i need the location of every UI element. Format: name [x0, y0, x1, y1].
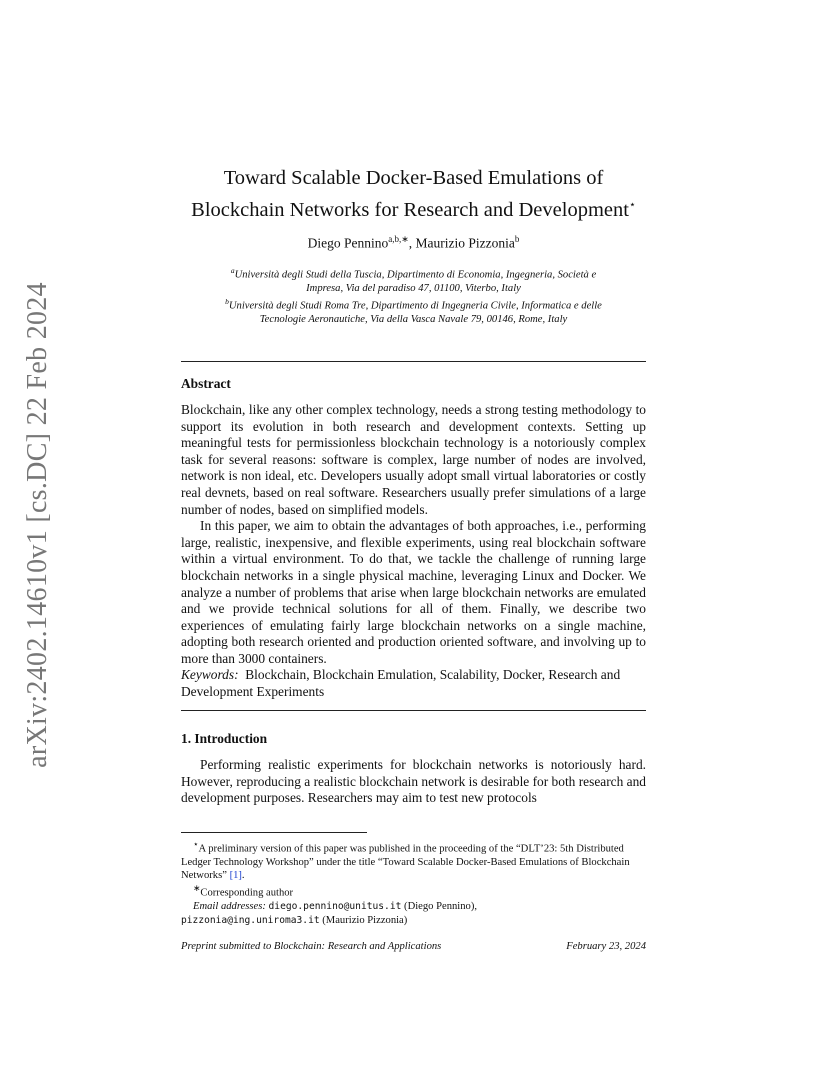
footnote-mark: ∗	[193, 883, 201, 894]
author-separator: ,	[408, 235, 416, 251]
abstract-bottom-rule	[181, 710, 646, 711]
email-line	[181, 900, 646, 913]
keywords-text: Blockchain, Blockchain Emulation, Scalability, Docker, Research and Development Experiments	[181, 667, 621, 699]
abstract-paragraph: In this paper, we aim to obtain the advantages of both approaches, i.e., performing large, realistic, inexpensive, and flexible experiments, using real blockchain software within a virtual environment. To do that, we tackle the challenge of running large blockchain networks in a single physical machine, leveraging Linux and Docker. We analyze a number of problems that arise when large blockchain networks are emulated and we provide technical solutions for all of them. Finally, we describe two experiences of emulating fairly large blockchain networks on a single machine, adopting both research oriented and production oriented software, and involving up to more than 3000 containers.	[181, 518, 646, 666]
author-name: Diego Pennino	[307, 235, 389, 251]
affil-text: Università degli Studi della Tuscia, Dipartimento di Economia, Ingegneria, Società e	[234, 269, 597, 281]
author-affil-mark: a,b,∗	[388, 234, 409, 244]
footnote-mark: ⋆	[193, 839, 199, 849]
footnotes	[181, 838, 646, 927]
email-address[interactable]: pizzonia@ing.uniroma3.it	[181, 914, 320, 926]
introduction-heading: 1. Introduction	[181, 731, 268, 746]
affil-mark: a	[230, 266, 235, 275]
preprint-venue: Preprint submitted to Blockchain: Research and Applications	[181, 941, 442, 952]
keywords-label: Keywords:	[181, 667, 239, 682]
author-affil-mark: b	[514, 234, 520, 244]
affiliation-a	[181, 264, 646, 282]
footnote-1-end: .	[241, 870, 245, 882]
footnote-1-text: A preliminary version of this paper was published in the proceeding of the “DLT’23: 5th Distributed Ledger Technology Workshop” under the title “Toward Scalable Docker-Based Emulations of Blockchain Networks”	[181, 843, 630, 882]
arxiv-stamp	[18, 282, 58, 768]
abstract-top-rule	[181, 361, 646, 362]
email-owner: (Diego Pennino),	[401, 901, 478, 913]
footnote-2-text: Corresponding author	[200, 887, 294, 899]
email-owner: (Maurizio Pizzonia)	[319, 914, 408, 926]
title-footnote-mark: ⋆	[628, 199, 636, 211]
affiliation-a-cont: Impresa, Via del paradiso 47, 01100, Viterbo, Italy	[306, 282, 521, 294]
footnote-2	[181, 882, 646, 900]
footnote-rule	[181, 832, 367, 833]
title-line-2-text: Blockchain Networks for Research and Development	[191, 198, 629, 221]
paper-title	[151, 165, 676, 224]
title-line-1: Toward Scalable Docker-Based Emulations of	[223, 167, 604, 189]
citation-link[interactable]: [1]	[229, 870, 242, 882]
affiliations	[181, 264, 646, 327]
affil-mark: b	[225, 297, 229, 307]
title-line-2	[151, 192, 676, 224]
abstract-heading: Abstract	[181, 376, 231, 391]
introduction-paragraph: Performing realistic experiments for blockchain networks is notoriously hard. However, reproducing a realistic blockchain network is desirable for both research and development purposes. Researchers may aim to test new protocols	[181, 757, 646, 806]
abstract-paragraph: Blockchain, like any other complex technology, needs a strong testing methodology to support its evolution in both research and development contexts. Setting up meaningful tests for permissionless blockchain technology is a notoriously complex task for several reasons: software is complex, large number of nodes are involved, network is non ideal, etc. Developers usually adopt small virtual laboratories or costly real devnets, based on real software. Researchers usually prefer simulations of a large number of nodes, based on simplified models.	[181, 402, 646, 517]
preprint-date: February 23, 2024	[566, 941, 646, 952]
author-name: Maurizio Pizzonia	[415, 235, 515, 251]
email-line-2	[181, 914, 646, 927]
author-list	[181, 234, 646, 252]
affil-text: Università degli Studi Roma Tre, Dipartimento di Ingegneria Civile, Informatica e delle	[228, 300, 602, 312]
email-address[interactable]: diego.pennino@unitus.it	[268, 901, 402, 913]
email-label: Email addresses:	[193, 901, 266, 913]
affiliation-b-cont: Tecnologie Aeronautiche, Via della Vasca Navale 79, 00146, Rome, Italy	[259, 314, 568, 326]
footnote-1	[181, 838, 646, 882]
arxiv-stamp-text: arXiv:2402.14610v1 [cs.DC] 22 Feb 2024	[22, 282, 53, 768]
introduction-body	[181, 757, 646, 807]
abstract-body	[181, 402, 646, 668]
keywords	[181, 667, 646, 700]
affiliation-b	[181, 295, 646, 313]
